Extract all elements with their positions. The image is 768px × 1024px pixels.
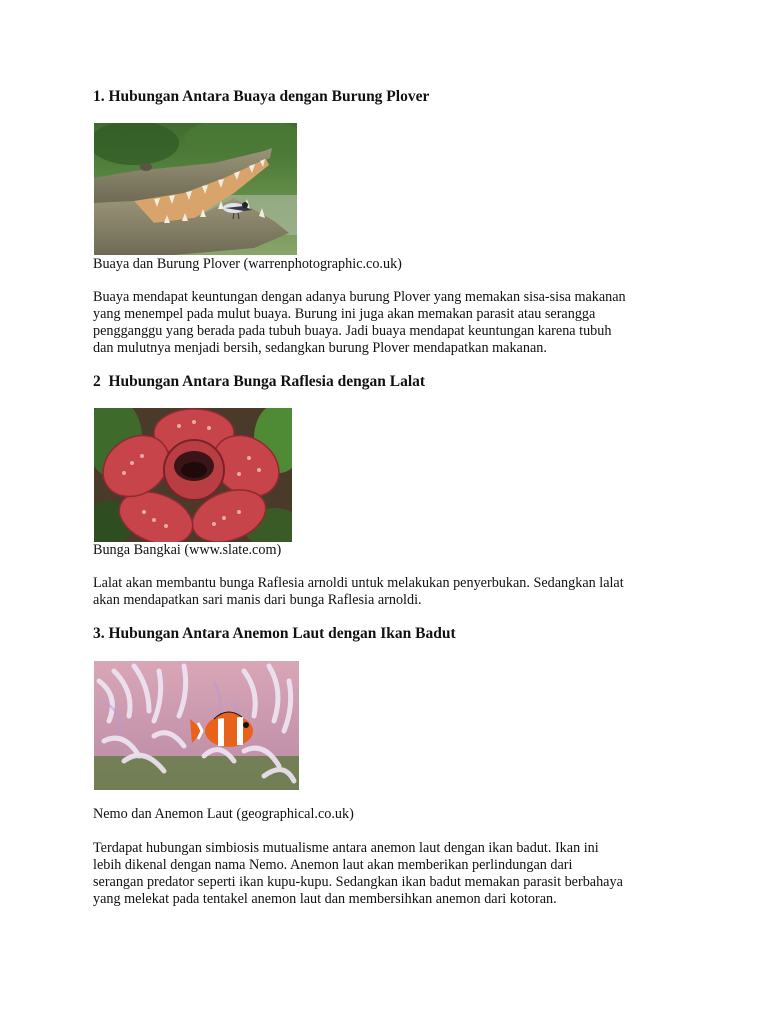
paragraph-line: lebih dikenal dengan nama Nemo. Anemon laut akan memberikan perlindungan dari [93,857,573,873]
section-1-caption: Buaya dan Burung Plover (warrenphotographic.co.uk) [93,256,402,272]
paragraph-line: dan mulutnya menjadi bersih, sedangkan burung Plover mendapatkan makanan. [93,340,547,356]
paragraph-line: Lalat akan membantu bunga Raflesia arnoldi untuk melakukan penyerbukan. Sedangkan lalat [93,575,624,591]
paragraph-line: Terdapat hubungan simbiosis mutualisme antara anemon laut dengan ikan badut. Ikan ini [93,840,599,856]
section-3-heading: 3. Hubungan Antara Anemon Laut dengan Ikan Badut [93,625,456,642]
section-3-paragraph [93,840,683,908]
section-2-paragraph [93,575,683,609]
section-1-heading: 1. Hubungan Antara Buaya dengan Burung Plover [93,88,430,105]
rafflesia-flower-photo [94,408,292,542]
clownfish-anemone-photo [94,661,299,790]
section-2-heading: 2 Hubungan Antara Bunga Raflesia dengan Lalat [93,373,426,390]
paragraph-line: serangan predator seperti ikan kupu-kupu. Sedangkan ikan badut memakan parasit berbahaya [93,874,623,890]
paragraph-line: pengganggu yang berada pada tubuh buaya. Jadi buaya mendapat keuntungan karena tubuh [93,323,612,339]
paragraph-line: yang menempel pada mulut buaya. Burung ini juga akan memakan parasit atau serangga [93,306,596,322]
paragraph-line: Buaya mendapat keuntungan dengan adanya burung Plover yang memakan sisa-sisa makanan [93,289,626,305]
section-1-paragraph [93,289,683,357]
section-2-caption: Bunga Bangkai (www.slate.com) [93,542,282,558]
crocodile-plover-photo [94,123,297,255]
section-3-caption: Nemo dan Anemon Laut (geographical.co.uk) [93,806,354,822]
paragraph-line: yang melekat pada tentakel anemon laut dan membersihkan anemon dari kotoran. [93,891,557,907]
paragraph-line: akan mendapatkan sari manis dari bunga Raflesia arnoldi. [93,592,422,608]
